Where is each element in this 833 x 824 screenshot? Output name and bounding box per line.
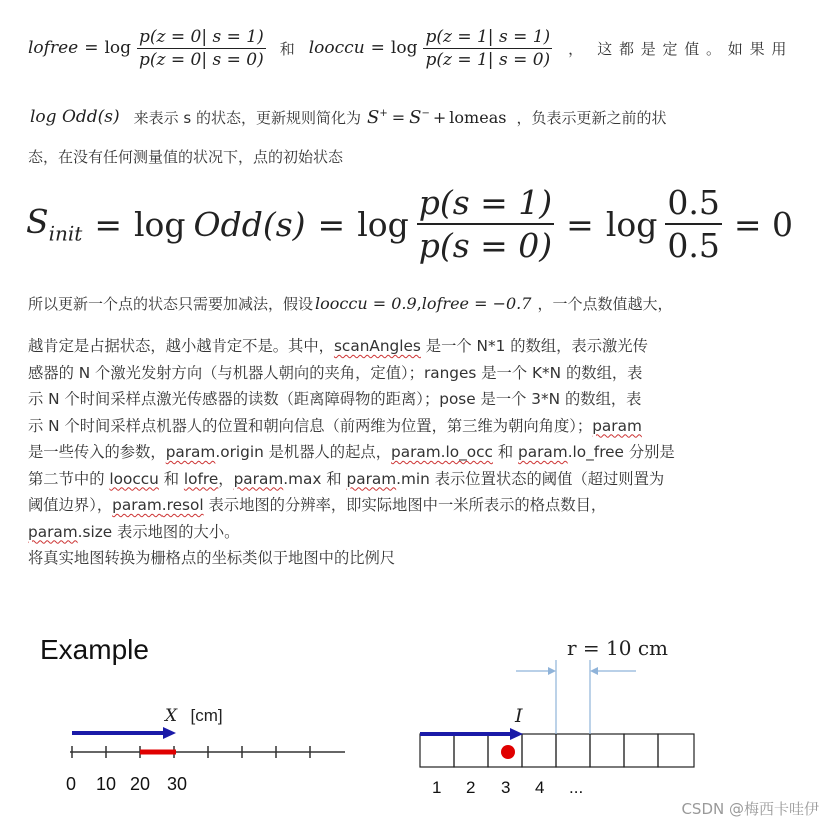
looccu-symbol: looccu <box>308 38 365 58</box>
conjunction: 和 <box>279 39 295 58</box>
equals-sign-2: = <box>370 38 385 58</box>
looccu-fraction <box>423 27 552 70</box>
lofree-symbol: lofree <box>28 38 79 58</box>
init-state-text: 态，在没有任何测量值的状况下，点的初始状态 <box>28 148 344 166</box>
para-line-9: 将真实地图转换为栅格点的坐标类似于地图中的比例尺 <box>28 549 396 567</box>
r-guides <box>516 660 636 734</box>
sinit-symbol: $S_{init}$ <box>26 202 83 246</box>
sinit-half-denominator: 0.5 <box>665 223 721 265</box>
sinit-eq-zero: = 0 <box>733 204 793 244</box>
sinit-denominator: p(s = 0) <box>417 223 554 265</box>
lofree-value: lofree = −0.7 <box>421 293 532 313</box>
sinit-half-numerator: 0.5 <box>667 183 720 222</box>
rule-plus: + <box>432 107 447 127</box>
para-line-1: 越肯定是占据状态，越小越肯定不是。其中，scanAngles 是一个 N*1 的数组，表示激光传 <box>28 337 648 355</box>
grid-arrow <box>420 728 523 740</box>
log-symbol: log <box>104 38 132 58</box>
tick-label-10: 10 <box>96 774 117 794</box>
cell-label-3: 3 <box>501 778 511 797</box>
rule-equals: = <box>391 107 406 127</box>
looccu-value: looccu = 0.9 <box>315 293 417 313</box>
para-line-4: 示 N 个时间采样点机器人的位置和朝向信息（前两维为位置，第三维为朝向角度）；param <box>28 416 642 435</box>
tick-label-20: 20 <box>130 774 151 794</box>
sinit-eq-3: = <box>566 204 594 244</box>
lofree-numerator: p(z = 0| s = 1) <box>139 26 264 47</box>
para-line-6: 第二节中的 looccu 和 lofre，param.max 和 param.min 表示位置状态的阈值（超过则置为 <box>28 469 665 488</box>
assumption-text-1: 所以更新一个点的状态只需要加减法，假设 <box>28 294 314 313</box>
lofree-fraction <box>137 27 266 70</box>
sinit-numerator: p(s = 1) <box>418 183 553 222</box>
para-line-8: param.size 表示地图的大小。 <box>28 522 240 541</box>
rule-s-minus: S− <box>409 106 430 128</box>
assumption-line <box>28 290 672 316</box>
x-axis-label: X [cm] <box>165 706 223 726</box>
update-rule-line <box>30 104 666 130</box>
sinit-log-2: log <box>357 204 409 244</box>
para-line-7: 阈值边界），param.resol 表示地图的分辨率，即实际地图中一米所表示的格点数目， <box>28 496 607 514</box>
log-symbol-2: log <box>390 38 418 58</box>
sinit-log-1: log <box>133 204 186 244</box>
rule-lomeas: lomeas <box>449 107 507 127</box>
tick-label-0: 0 <box>66 774 77 794</box>
grid-cells <box>420 734 694 767</box>
sinit-fraction <box>417 183 554 265</box>
axis-minor-ticks <box>72 746 310 758</box>
lofree-denominator: p(z = 0| s = 0) <box>139 49 264 70</box>
watermark: CSDN @梅西卡哇伊 <box>681 800 819 818</box>
cell-label-ellipsis: ... <box>569 778 584 797</box>
formula-tail-text: 这 都 是 定 值 。 如 果 用 <box>597 39 788 58</box>
looccu-numerator: p(z = 1| s = 1) <box>425 26 551 47</box>
para-line-3: 示 N 个时间采样点激光传感器的读数（距离障碍物的距离）；pose 是一个 3*N 的数组，表 <box>28 390 642 408</box>
separator: ， <box>568 39 584 58</box>
para-line-2: 感器的 N 个激光发射方向（与机器人朝向的夹角，定值）；ranges 是一个 K*N 的数组，表 <box>28 363 643 382</box>
sinit-log-3: log <box>605 204 658 244</box>
cell-label-4: 4 <box>535 778 545 797</box>
x-axis-arrow <box>72 727 176 739</box>
log-odd-symbol: log Odd(s) <box>30 107 120 127</box>
sinit-odd: Odd(s) <box>193 204 306 244</box>
sinit-half-fraction <box>665 183 721 265</box>
sinit-eq-2: = <box>317 204 346 244</box>
sinit-formula <box>26 182 793 266</box>
update-rule-text-1: 来表示 s 的状态，更新规则简化为 <box>133 108 362 127</box>
cell-label-1: 1 <box>432 778 442 797</box>
cell-label-2: 2 <box>466 778 476 797</box>
looccu-denominator: p(z = 1| s = 0) <box>425 49 551 70</box>
sinit-eq-1: = <box>94 204 122 244</box>
formula-line-1 <box>28 18 787 78</box>
assumption-comma: , <box>416 293 422 313</box>
para-line-5: 是一些传入的参数，param.origin 是机器人的起点，param.lo_occ 和 param.lo_free 分别是 <box>28 443 675 461</box>
assumption-text-2: ，一个点数值越大， <box>537 294 673 313</box>
parameter-description <box>28 333 748 572</box>
equals-sign: = <box>84 38 99 58</box>
r-label: r = 10 cm <box>567 636 669 660</box>
update-rule-text-2: ，负表示更新之前的状 <box>516 108 667 127</box>
tick-label-30: 30 <box>167 774 188 794</box>
rule-s-plus: S+ <box>367 106 388 128</box>
grid-var-label: I <box>515 705 523 727</box>
example-title: Example <box>40 634 149 665</box>
robot-dot <box>501 745 515 759</box>
